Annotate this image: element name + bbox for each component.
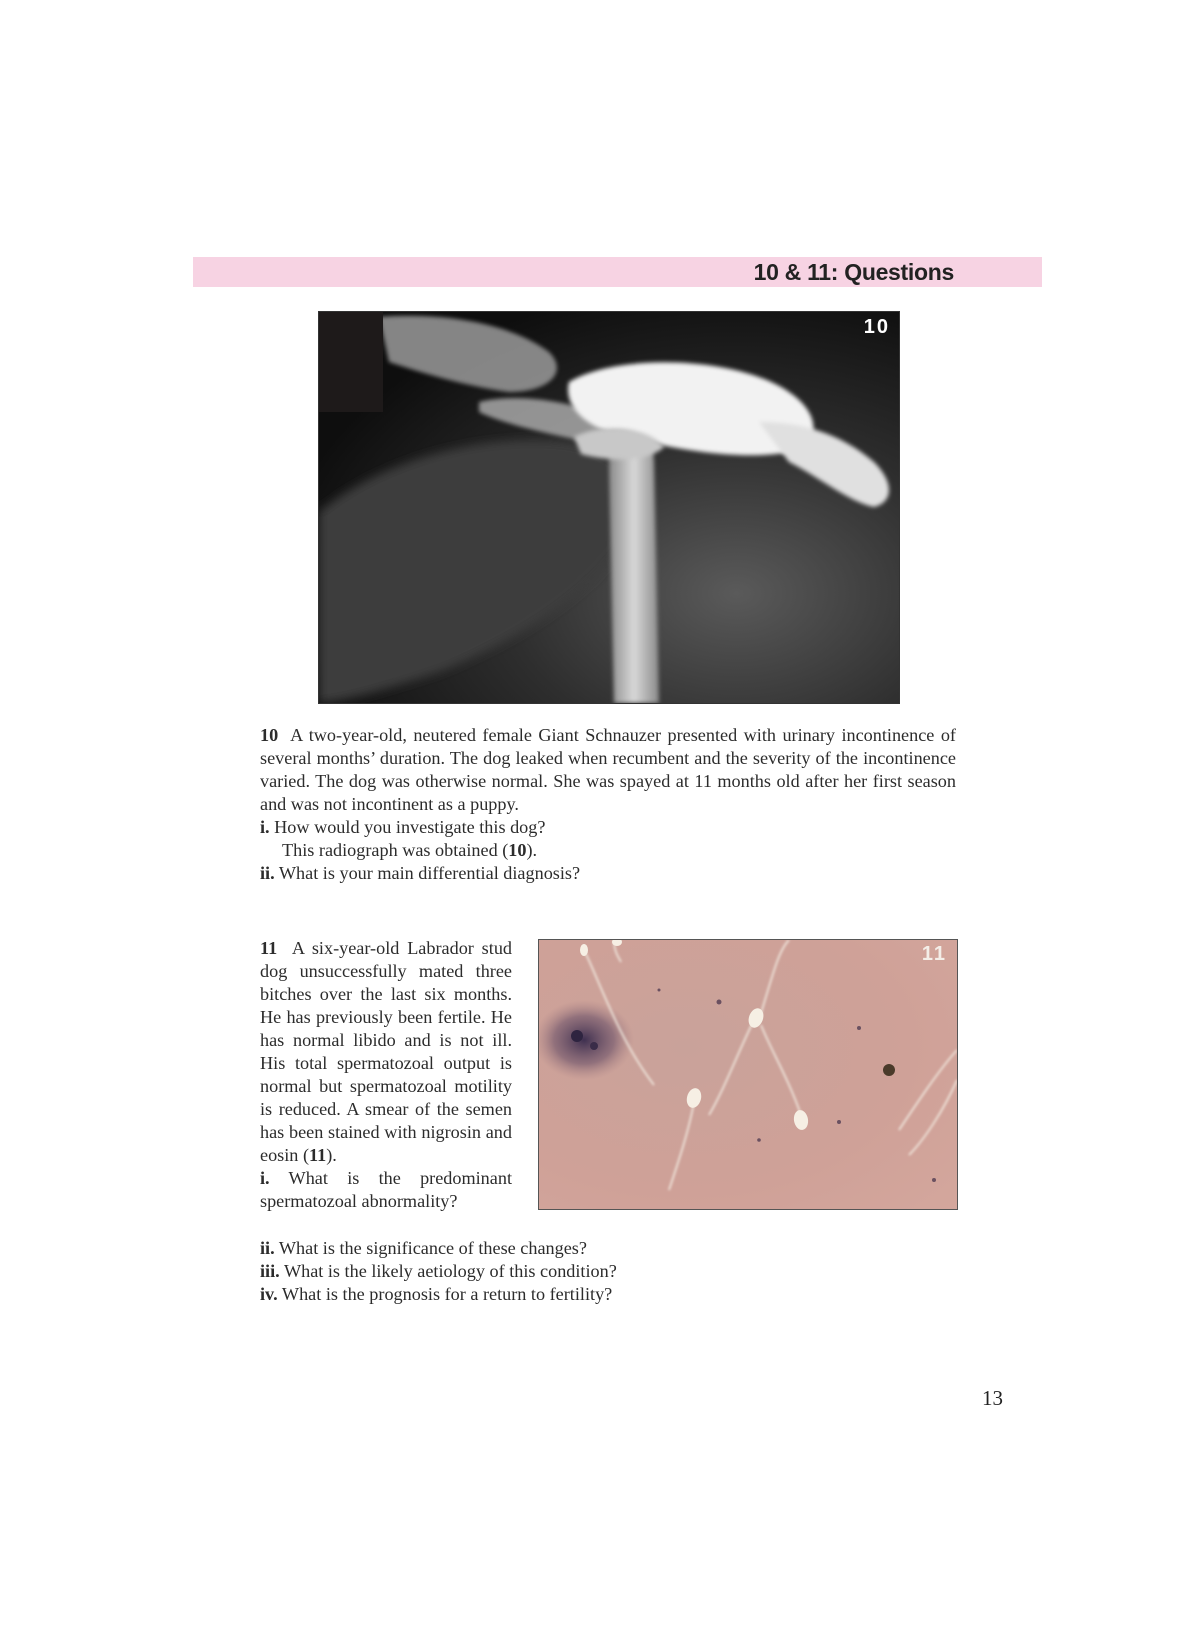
page-number: 13 xyxy=(982,1386,1003,1410)
question-11-part-ii xyxy=(260,1237,960,1260)
part-text: What is the prognosis for a return to fertility? xyxy=(281,1284,613,1304)
question-11-body xyxy=(260,937,512,1213)
part-text: How would you investigate this dog? xyxy=(274,817,546,837)
part-text: What is the likely aetiology of this condition? xyxy=(283,1261,617,1281)
figure-ref: 11 xyxy=(309,1145,327,1165)
figure-ref: 10 xyxy=(508,840,527,860)
question-11-part-iv xyxy=(260,1283,960,1306)
question-text: A two-year-old, neutered female Giant Schnauzer presented with urinary incontinence of several months’ duration. The dog leaked when recumbent and the severity of the incontinence varied. The dog was otherwise normal. She was spayed at 11 months old after her first season and was not incontinent as a puppy. xyxy=(260,725,956,814)
question-10-intro xyxy=(260,724,956,816)
radiograph-note: This radiograph was obtained (10). xyxy=(282,840,538,860)
question-11-part-i xyxy=(260,1167,512,1213)
question-11-intro: 11 A six-year-old Labrador stud dog unsuccessfully mated three bitches over the last six months. He has previously been fertile. He has normal libido and is not ill. His total spermatozoal output is normal but spermatozoal motility is reduced. A smear of the semen has been stained with nigrosin and eosin (11). xyxy=(260,938,513,1165)
part-number: ii. xyxy=(260,1238,275,1258)
figure-label-10: 10 xyxy=(863,316,890,338)
question-text: A six-year-old Labrador stud dog unsuccessfully mated three bitches over the last six months. He has previously been fertile. He has normal libido and is not ill. His total spermatozoal output is normal but spermatozoal motility is reduced. A smear of the semen has been stained with nigrosin and eosin ( xyxy=(260,938,513,1165)
header-bar xyxy=(193,257,1042,287)
part-number: iv. xyxy=(260,1284,278,1304)
micrograph-image xyxy=(539,940,957,1209)
part-number: i. xyxy=(260,1168,270,1188)
part-text: What is your main differential diagnosis? xyxy=(278,863,581,883)
radiograph-figure-10 xyxy=(318,311,900,704)
part-text: What is the significance of these changes? xyxy=(278,1238,587,1258)
part-number: iii. xyxy=(260,1261,280,1281)
page-title: 10 & 11: Questions xyxy=(753,259,954,285)
question-11-part-iii xyxy=(260,1260,960,1283)
question-number: 11 xyxy=(260,938,278,958)
question-10-part-ii xyxy=(260,862,956,885)
part-number: i. xyxy=(260,817,270,837)
question-10 xyxy=(260,724,956,885)
semen-smear-figure-11 xyxy=(538,939,958,1210)
question-10-part-i xyxy=(260,816,956,839)
question-11-parts xyxy=(260,1237,960,1306)
figure-label-11: 11 xyxy=(921,943,947,965)
question-number: 10 xyxy=(260,725,279,745)
part-text: What is the predominant spermatozoal abnormality? xyxy=(260,1168,512,1211)
part-number: ii. xyxy=(260,863,275,883)
radiograph-image xyxy=(319,312,899,703)
